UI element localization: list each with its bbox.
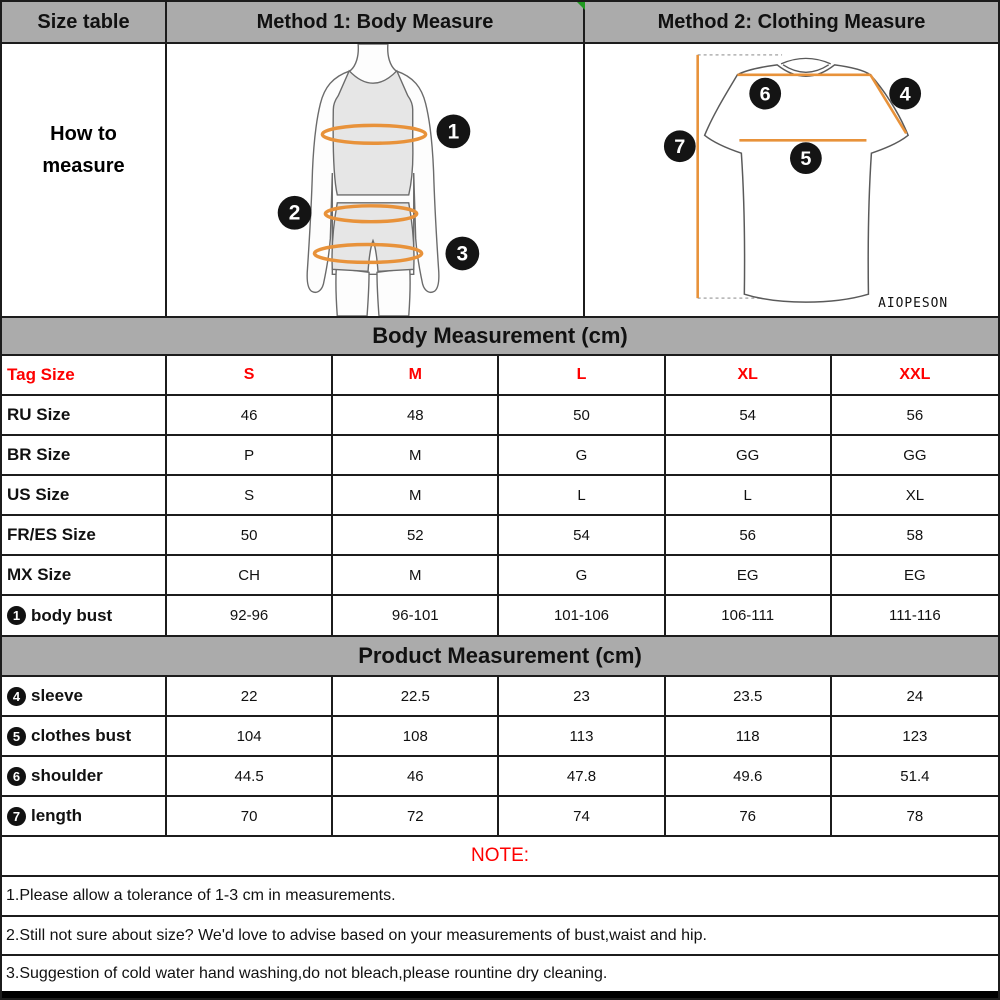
product-measurement-table	[2, 677, 998, 837]
row-label-text: shoulder	[31, 766, 103, 785]
table-row-ru-size	[2, 396, 998, 436]
value-cell: 51.4	[832, 757, 998, 795]
svg-text:5: 5	[800, 148, 812, 171]
green-corner-flag	[577, 2, 585, 10]
row-label: BR Size	[2, 436, 167, 474]
marker-7-icon	[664, 130, 696, 162]
value-cell: M	[333, 436, 499, 474]
row-label: FR/ES Size	[2, 516, 167, 554]
marker-5-icon	[790, 142, 822, 174]
note-title: NOTE:	[2, 837, 998, 877]
value-cell: 56	[832, 396, 998, 434]
row-label-text: sleeve	[31, 686, 83, 705]
circled-4-icon: 4	[7, 687, 26, 706]
row-label: Tag Size	[2, 356, 167, 394]
marker-4-icon	[889, 78, 921, 110]
value-cell: 104	[167, 717, 333, 755]
value-cell: 108	[333, 717, 499, 755]
value-cell: 101-106	[499, 596, 665, 635]
tshirt-illustration	[585, 44, 996, 316]
value-cell: 44.5	[167, 757, 333, 795]
value-cell: 58	[832, 516, 998, 554]
note-item-3: 3.Suggestion of cold water hand washing,do not bleach,please rountine dry cleaning.	[2, 956, 998, 991]
value-cell: 106-111	[666, 596, 832, 635]
value-cell: 111-116	[832, 596, 998, 635]
value-cell: 23.5	[666, 677, 832, 715]
value-cell: 50	[499, 396, 665, 434]
value-cell: 49.6	[666, 757, 832, 795]
circled-1-icon: 1	[7, 606, 26, 625]
right-leg	[377, 268, 410, 316]
svg-text:4: 4	[899, 83, 911, 106]
body-figure-illustration	[167, 44, 583, 316]
size-col-header: M	[333, 356, 499, 394]
circled-5-icon: 5	[7, 727, 26, 746]
value-cell: GG	[832, 436, 998, 474]
value-cell: EG	[666, 556, 832, 594]
value-cell: 50	[167, 516, 333, 554]
circled-7-icon: 7	[7, 807, 26, 826]
svg-text:7: 7	[674, 136, 686, 159]
value-cell: 54	[666, 396, 832, 434]
note-item-2: 2.Still not sure about size? We'd love to advise based on your measurements of bust,waist and hip.	[2, 917, 998, 956]
svg-text:1: 1	[447, 120, 460, 144]
bottom-border-bar	[2, 991, 998, 998]
table-row-sleeve	[2, 677, 998, 717]
value-cell: 78	[832, 797, 998, 835]
value-cell: 48	[333, 396, 499, 434]
value-cell: 54	[499, 516, 665, 554]
tank-top	[333, 71, 413, 195]
svg-text:3: 3	[456, 242, 469, 266]
value-cell: G	[499, 436, 665, 474]
value-cell: XL	[832, 476, 998, 514]
body-measure-diagram	[167, 44, 585, 316]
method2-title: Method 2: Clothing Measure	[585, 2, 998, 42]
value-cell: L	[499, 476, 665, 514]
circled-6-icon: 6	[7, 767, 26, 786]
value-cell: 74	[499, 797, 665, 835]
how-to-measure-label: How to measure	[2, 44, 167, 316]
value-cell: 92-96	[167, 596, 333, 635]
method1-title: Method 1: Body Measure	[167, 2, 585, 42]
diagram-row	[2, 44, 998, 318]
size-table-title: Size table	[2, 2, 167, 42]
row-label	[2, 757, 167, 795]
row-label	[2, 677, 167, 715]
value-cell: GG	[666, 436, 832, 474]
value-cell: 72	[333, 797, 499, 835]
table-row-mx-size	[2, 556, 998, 596]
table-row-shoulder	[2, 757, 998, 797]
value-cell: 70	[167, 797, 333, 835]
body-measurement-table	[2, 356, 998, 637]
marker-3-icon	[445, 237, 479, 271]
value-cell: EG	[832, 556, 998, 594]
value-cell: M	[333, 476, 499, 514]
body-measurement-title: Body Measurement (cm)	[2, 318, 998, 356]
table-row-body-bust	[2, 596, 998, 637]
value-cell: 96-101	[333, 596, 499, 635]
row-label-text: clothes bust	[31, 726, 132, 745]
value-cell: 56	[666, 516, 832, 554]
table-row-fres-size	[2, 516, 998, 556]
value-cell: M	[333, 556, 499, 594]
value-cell: 23	[499, 677, 665, 715]
svg-text:2: 2	[288, 201, 301, 225]
table-row-length	[2, 797, 998, 837]
tshirt-outline	[705, 65, 909, 302]
row-label	[2, 596, 167, 635]
marker-1-icon	[437, 114, 471, 148]
value-cell: L	[666, 476, 832, 514]
brand-label: AIOPESON	[878, 296, 949, 312]
value-cell: CH	[167, 556, 333, 594]
marker-6-icon	[749, 78, 781, 110]
header-row	[2, 2, 998, 44]
row-label	[2, 717, 167, 755]
size-col-header: L	[499, 356, 665, 394]
value-cell: S	[167, 476, 333, 514]
value-cell: 22	[167, 677, 333, 715]
value-cell: 22.5	[333, 677, 499, 715]
row-label-text: body bust	[31, 605, 113, 625]
note-item-1: 1.Please allow a tolerance of 1-3 cm in measurements.	[2, 877, 998, 917]
left-leg	[336, 268, 369, 316]
size-col-header: XXL	[832, 356, 998, 394]
svg-text:6: 6	[759, 83, 771, 106]
row-label: RU Size	[2, 396, 167, 434]
value-cell: 52	[333, 516, 499, 554]
collar-inner	[783, 65, 829, 72]
value-cell: G	[499, 556, 665, 594]
table-row-us-size	[2, 476, 998, 516]
table-row-clothes-bust	[2, 717, 998, 757]
value-cell: 76	[666, 797, 832, 835]
value-cell: 46	[167, 396, 333, 434]
size-col-header: XL	[666, 356, 832, 394]
value-cell: 123	[832, 717, 998, 755]
value-cell: 24	[832, 677, 998, 715]
size-col-header: S	[167, 356, 333, 394]
product-measurement-title: Product Measurement (cm)	[2, 637, 998, 677]
row-label: MX Size	[2, 556, 167, 594]
clothing-measure-diagram	[585, 44, 998, 316]
value-cell: 113	[499, 717, 665, 755]
collar-back	[781, 58, 831, 63]
marker-2-icon	[278, 196, 312, 230]
table-row-br-size	[2, 436, 998, 476]
value-cell: 47.8	[499, 757, 665, 795]
row-label: US Size	[2, 476, 167, 514]
table-row-tag-size	[2, 356, 998, 396]
value-cell: P	[167, 436, 333, 474]
row-label	[2, 797, 167, 835]
value-cell: 46	[333, 757, 499, 795]
row-label-text: length	[31, 806, 82, 825]
value-cell: 118	[666, 717, 832, 755]
